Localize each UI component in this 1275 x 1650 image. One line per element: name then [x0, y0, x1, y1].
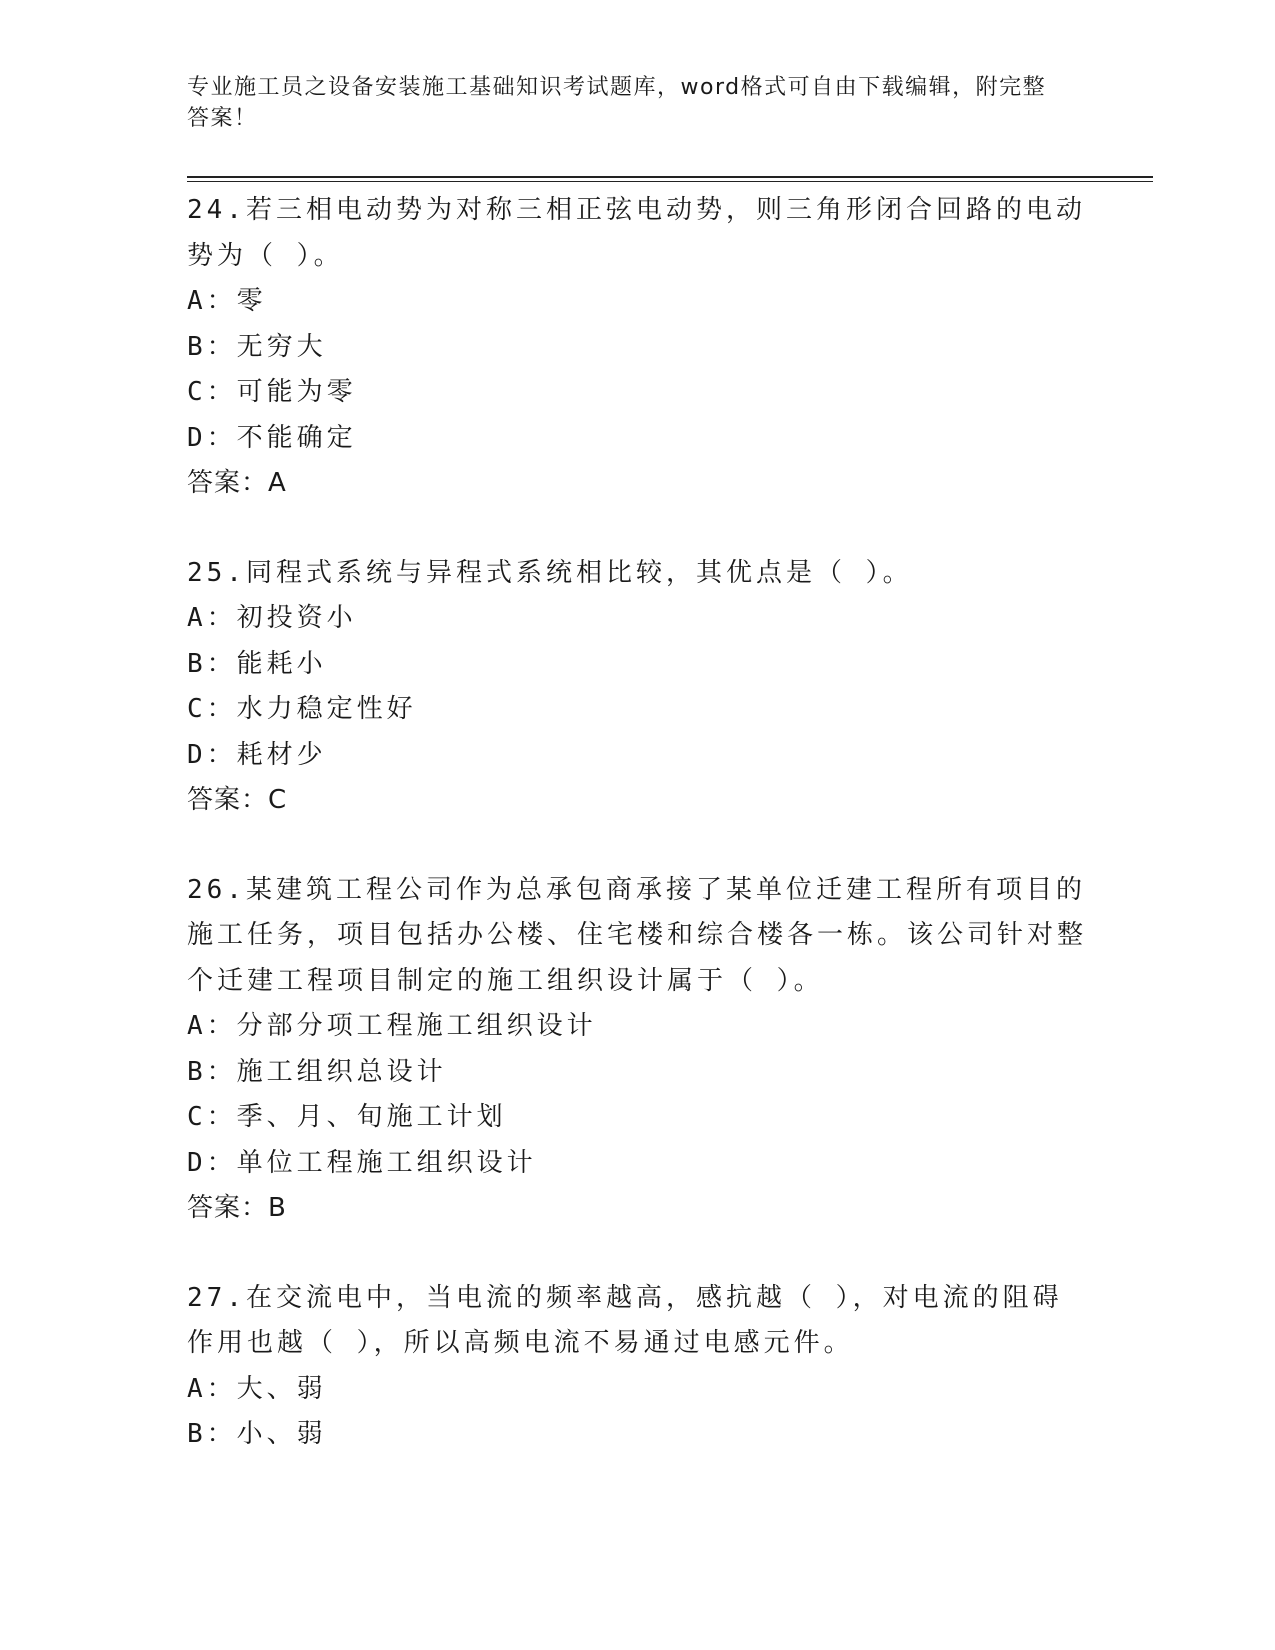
- question-text: 26.某建筑工程公司作为总承包商承接了某单位迁建工程所有项目的施工任务，项目包括办公楼、住宅楼和综合楼各一栋。该公司针对整个迁建工程项目制定的施工组织设计属于（ ）。: [187, 874, 1088, 996]
- option-c: C：可能为零: [187, 377, 357, 407]
- answer-text: 答案：A: [187, 468, 287, 498]
- option-b: B：施工组织总设计: [187, 1056, 447, 1087]
- option-d: D：耗材少: [187, 739, 327, 770]
- question-spacer: [187, 824, 1087, 868]
- question-spacer: [187, 507, 1087, 551]
- option-d: D：单位工程施工组织设计: [187, 1147, 537, 1178]
- option-b: B：小、弱: [187, 1419, 327, 1449]
- header-divider-thin: [187, 181, 1153, 182]
- question-24: [187, 188, 1087, 507]
- option-d: D：不能确定: [187, 422, 357, 453]
- document-header: [187, 72, 1067, 134]
- option-a: A：大、弱: [187, 1373, 327, 1404]
- question-26: [187, 868, 1087, 1232]
- option-a: A：分部分项工程施工组织设计: [187, 1011, 597, 1041]
- option-b: B：无穷大: [187, 331, 327, 362]
- header-divider-thick: [187, 176, 1153, 178]
- question-25: [187, 551, 1087, 824]
- option-a: A：初投资小: [187, 603, 357, 633]
- question-text: 24.若三相电动势为对称三相正弦电动势，则三角形闭合回路的电动势为（ ）。: [187, 195, 1086, 271]
- option-c: C：季、月、旬施工计划: [187, 1102, 507, 1132]
- option-b: B：能耗小: [187, 648, 327, 679]
- answer-text: 答案：C: [187, 785, 288, 815]
- question-text: 25.同程式系统与异程式系统相比较，其优点是（ ）。: [187, 557, 913, 588]
- question-list: [187, 188, 1087, 1458]
- question-27: [187, 1276, 1087, 1458]
- option-c: C：水力稳定性好: [187, 694, 417, 724]
- answer-text: 答案：B: [187, 1193, 287, 1223]
- question-text: 27.在交流电中，当电流的频率越高，感抗越（ ），对电流的阻碍作用也越（ ），所以高频电流不易通过电感元件。: [187, 1282, 1063, 1358]
- option-a: A：零: [187, 286, 267, 316]
- question-spacer: [187, 1232, 1087, 1276]
- header-text: 专业施工员之设备安装施工基础知识考试题库，word格式可自由下载编辑，附完整答案！: [187, 75, 1047, 131]
